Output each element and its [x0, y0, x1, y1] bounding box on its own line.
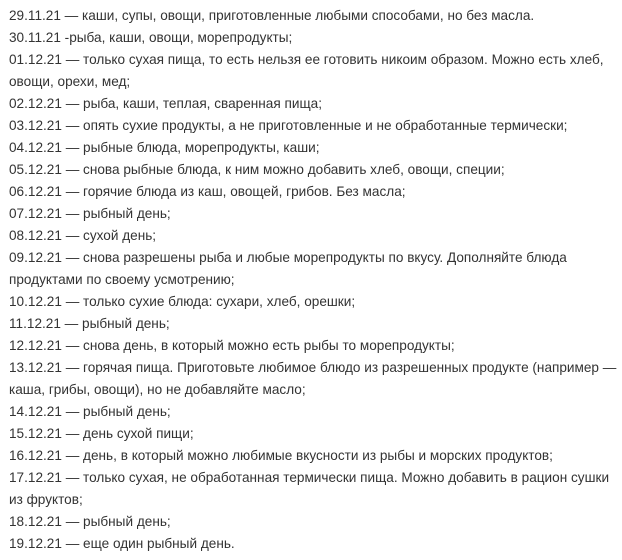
- schedule-line-1412: 14.12.21 — рыбный день;: [9, 404, 171, 419]
- schedule-line-1512: 15.12.21 — день сухой пищи;: [9, 426, 194, 441]
- schedule-line-1612: 16.12.21 — день, в который можно любимые вкусности из рыбы и морских продуктов;: [9, 448, 553, 463]
- schedule-line-0112: 01.12.21 — только сухая пища, то есть нельзя ее готовить никоим образом. Можно есть хлеб, овощи, орехи, мед;: [9, 52, 604, 89]
- schedule-line-0212: 02.12.21 — рыба, каши, теплая, сваренная пища;: [9, 96, 322, 111]
- schedule-line-1712: 17.12.21 — только сухая, не обработанная термически пища. Можно добавить в рацион сушки из фруктов;: [9, 470, 610, 507]
- schedule-line-1912: 19.12.21 — еще один рыбный день.: [9, 536, 235, 551]
- schedule-line-0512: 05.12.21 — снова рыбные блюда, к ним можно добавить хлеб, овощи, специи;: [9, 162, 505, 177]
- schedule-line-2911: 29.11.21 — каши, супы, овощи, приготовленные любыми способами, но без масла.: [9, 8, 535, 23]
- schedule-line-0312: 03.12.21 — опять сухие продукты, а не приготовленные и не обработанные термически;: [9, 118, 568, 133]
- schedule-line-3011: 30.11.21 -рыба, каши, овощи, морепродукты;: [9, 30, 293, 45]
- schedule-line-0412: 04.12.21 — рыбные блюда, морепродукты, каши;: [9, 140, 320, 155]
- schedule-line-1012: 10.12.21 — только сухие блюда: сухари, хлеб, орешки;: [9, 294, 356, 309]
- schedule-line-1212: 12.12.21 — снова день, в который можно есть рыбы то морепродукты;: [9, 338, 455, 353]
- schedule-line-0812: 08.12.21 — сухой день;: [9, 228, 157, 243]
- schedule-line-1812: 18.12.21 — рыбный день;: [9, 514, 171, 529]
- schedule-line-1112: 11.12.21 — рыбный день;: [9, 316, 170, 331]
- schedule-line-1312: 13.12.21 — горячая пища. Приготовьте любимое блюдо из разрешенных продукте (например — каша, грибы, овощи), но не добавляйте масло;: [9, 360, 617, 397]
- schedule-line-0912: 09.12.21 — снова разрешены рыба и любые морепродукты по вкусу. Дополняйте блюда продуктами по своему усмотрению;: [9, 250, 567, 287]
- schedule-line-0712: 07.12.21 — рыбный день;: [9, 206, 171, 221]
- schedule-line-0612: 06.12.21 — горячие блюда из каш, овощей, грибов. Без масла;: [9, 184, 406, 199]
